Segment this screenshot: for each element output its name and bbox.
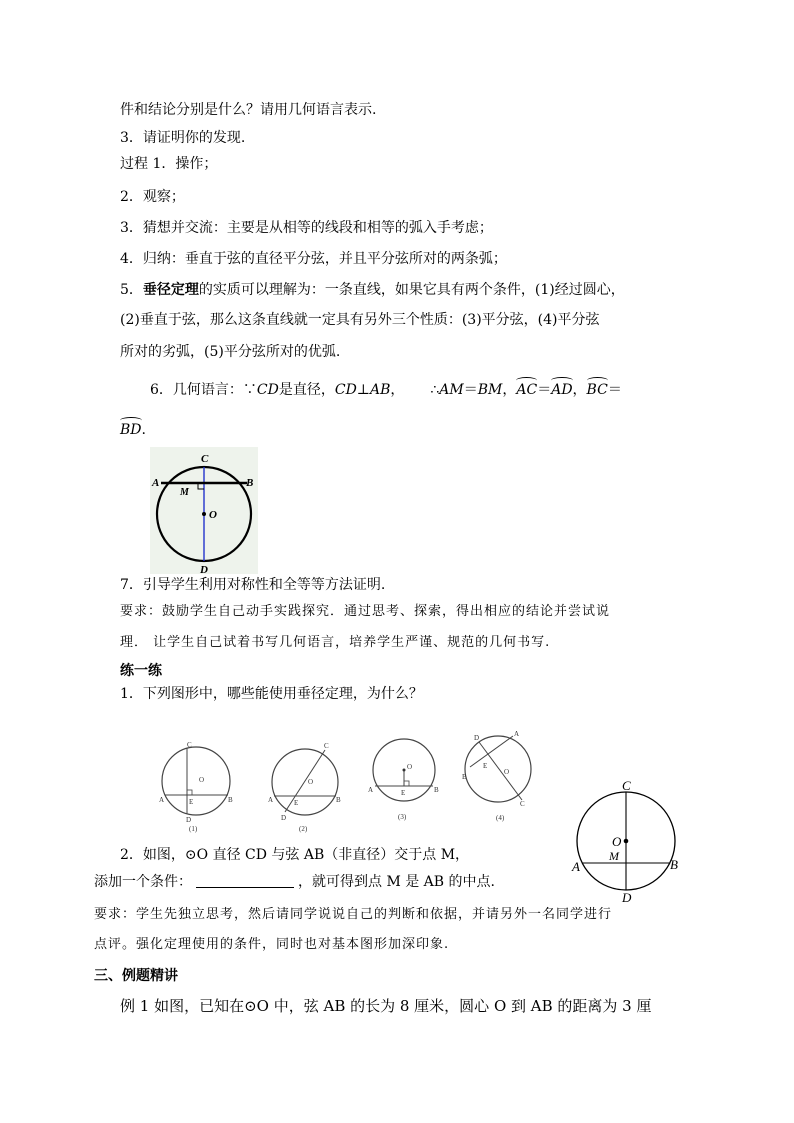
label-b: B bbox=[228, 796, 233, 804]
requirement-text: 要求：学生先独立思考，然后请同学说说自己的判断和依据，并请另外一名同学进行 bbox=[94, 907, 613, 922]
question-text bbox=[94, 872, 495, 892]
text-fragment: ， bbox=[390, 382, 405, 398]
label-a: A bbox=[368, 786, 374, 794]
question-text: 1．下列图形中，哪些能使用垂径定理，为什么？ bbox=[120, 686, 423, 702]
segment-label: BM bbox=[477, 382, 503, 398]
label-a: A bbox=[268, 796, 274, 804]
label-c: C bbox=[520, 800, 525, 808]
text-fragment: ， bbox=[572, 382, 587, 398]
text-line: 过程 1．操作； bbox=[120, 156, 218, 172]
circle-shape bbox=[162, 747, 230, 815]
label-o: O bbox=[308, 778, 314, 786]
circle-shape bbox=[272, 749, 338, 815]
label-b: B bbox=[246, 477, 254, 489]
circle-shape bbox=[465, 736, 531, 802]
label-c: C bbox=[187, 741, 192, 749]
label-d: D bbox=[474, 734, 480, 742]
right-angle-mark bbox=[187, 790, 192, 795]
segment-label: AM bbox=[439, 382, 464, 398]
text-line: 2．观察； bbox=[120, 189, 185, 205]
label-c: C bbox=[324, 742, 329, 750]
text-fragment: 添加一个条件： bbox=[94, 874, 192, 890]
arc-label: AD bbox=[551, 382, 573, 398]
right-angle-mark bbox=[404, 781, 409, 786]
text-line: (2)垂直于弦，那么这条直线就一定具有另外三个性质：(3)平分弦，(4)平分弦 bbox=[120, 312, 600, 328]
segment-label: CD bbox=[256, 382, 279, 398]
label-a: A bbox=[159, 796, 165, 804]
diameter bbox=[285, 750, 325, 812]
requirement-text: 理． 让学生自己试着书写几何语言，培养学生严谨、规范的几何书写. bbox=[120, 635, 551, 650]
text-fragment: 是直径， bbox=[278, 382, 335, 398]
diameter-chord-figure bbox=[150, 447, 260, 577]
figure-caption: (1) bbox=[189, 825, 198, 833]
center-point bbox=[403, 769, 406, 772]
label-a: A bbox=[514, 730, 520, 738]
figure-caption: (2) bbox=[299, 825, 308, 833]
requirement-text: 点评。强化定理使用的条件，同时也对基本图形加深印象. bbox=[94, 937, 450, 952]
small-figure-1 bbox=[158, 738, 238, 834]
label-o: O bbox=[209, 509, 217, 521]
answer-blank[interactable] bbox=[196, 873, 294, 888]
segment-label: CD bbox=[334, 382, 357, 398]
text-fragment: ∴ bbox=[430, 382, 440, 398]
label-d: D bbox=[186, 816, 192, 824]
label-e: E bbox=[401, 789, 406, 797]
small-figure-2 bbox=[266, 738, 346, 834]
text-fragment: 5． bbox=[120, 282, 143, 298]
label-c: C bbox=[622, 778, 631, 793]
label-b: B bbox=[670, 857, 678, 872]
small-figure-3 bbox=[366, 732, 446, 828]
label-e: E bbox=[294, 799, 299, 807]
label-c: C bbox=[201, 453, 209, 465]
geometry-language-line bbox=[150, 380, 622, 400]
example-text: 例 1 如图，已知在⊙O 中，弦 AB 的长为 8 厘米，圆心 O 到 AB 的距离为 3 厘 bbox=[120, 997, 652, 1015]
text-line: 7．引导学生利用对称性和全等等方法证明. bbox=[120, 577, 386, 593]
text-line bbox=[120, 280, 625, 300]
center-point bbox=[202, 512, 206, 516]
arc-label: BC bbox=[586, 382, 608, 398]
label-o: O bbox=[407, 763, 413, 771]
arc-label: AC bbox=[516, 382, 538, 398]
text-fragment: 的实质可以理解为：一条直线，如果它具有两个条件，(1)经过圆心， bbox=[198, 282, 625, 298]
section-heading: 练一练 bbox=[120, 663, 162, 679]
requirement-text: 要求：鼓励学生自己动手实践探究．通过思考、探索，得出相应的结论并尝试说 bbox=[120, 604, 611, 619]
label-a: A bbox=[572, 859, 580, 874]
figure-caption: (3) bbox=[398, 813, 407, 821]
label-m: M bbox=[180, 487, 189, 498]
label-o: O bbox=[199, 776, 205, 784]
question-2-figure bbox=[566, 776, 690, 904]
text-line: 3．请证明你的发现. bbox=[120, 130, 246, 146]
label-d: D bbox=[281, 814, 287, 822]
theorem-name: 垂径定理 bbox=[142, 282, 199, 298]
small-figure-4 bbox=[458, 725, 540, 825]
text-fragment: ，就可得到点 M 是 AB 的中点. bbox=[298, 874, 495, 890]
section-heading: 三、例题精讲 bbox=[94, 968, 178, 984]
text-line: 3．猜想并交流：主要是从相等的线段和相等的弧入手考虑； bbox=[120, 220, 493, 236]
text-fragment: ， bbox=[502, 382, 517, 398]
label-b: B bbox=[462, 773, 467, 781]
text-fragment: ⊥ bbox=[356, 382, 370, 398]
label-o: O bbox=[504, 768, 510, 776]
center-point bbox=[624, 839, 629, 844]
label-m: M bbox=[609, 849, 619, 863]
text-fragment: ＝ bbox=[463, 382, 478, 398]
label-b: B bbox=[434, 786, 439, 794]
label-d: D bbox=[622, 890, 632, 904]
segment-label: AB bbox=[369, 382, 391, 398]
geometry-language-line-2 bbox=[120, 420, 146, 440]
label-d: D bbox=[200, 564, 208, 576]
text-fragment: 6．几何语言：∵ bbox=[150, 382, 257, 398]
text-line: 件和结论分别是什么？请用几何语言表示. bbox=[120, 102, 377, 118]
figure-caption: (4) bbox=[496, 814, 505, 822]
label-e: E bbox=[483, 762, 488, 770]
label-b: B bbox=[336, 796, 341, 804]
label-a: A bbox=[152, 477, 160, 489]
label-e: E bbox=[189, 798, 194, 806]
text-fragment: . bbox=[141, 422, 146, 438]
text-line: 4．归纳：垂直于弦的直径平分弦，并且平分弦所对的两条弧； bbox=[120, 251, 507, 267]
question-text: 2．如图，⊙O 直径 CD 与弦 AB（非直径）交于点 M， bbox=[120, 847, 470, 863]
arc-label: BD bbox=[120, 422, 142, 438]
text-fragment: ＝ bbox=[537, 382, 552, 398]
label-o: O bbox=[612, 834, 622, 849]
diameter bbox=[479, 742, 522, 800]
text-fragment: ＝ bbox=[607, 382, 622, 398]
text-line: 所对的劣弧，(5)平分弦所对的优弧. bbox=[120, 344, 341, 360]
